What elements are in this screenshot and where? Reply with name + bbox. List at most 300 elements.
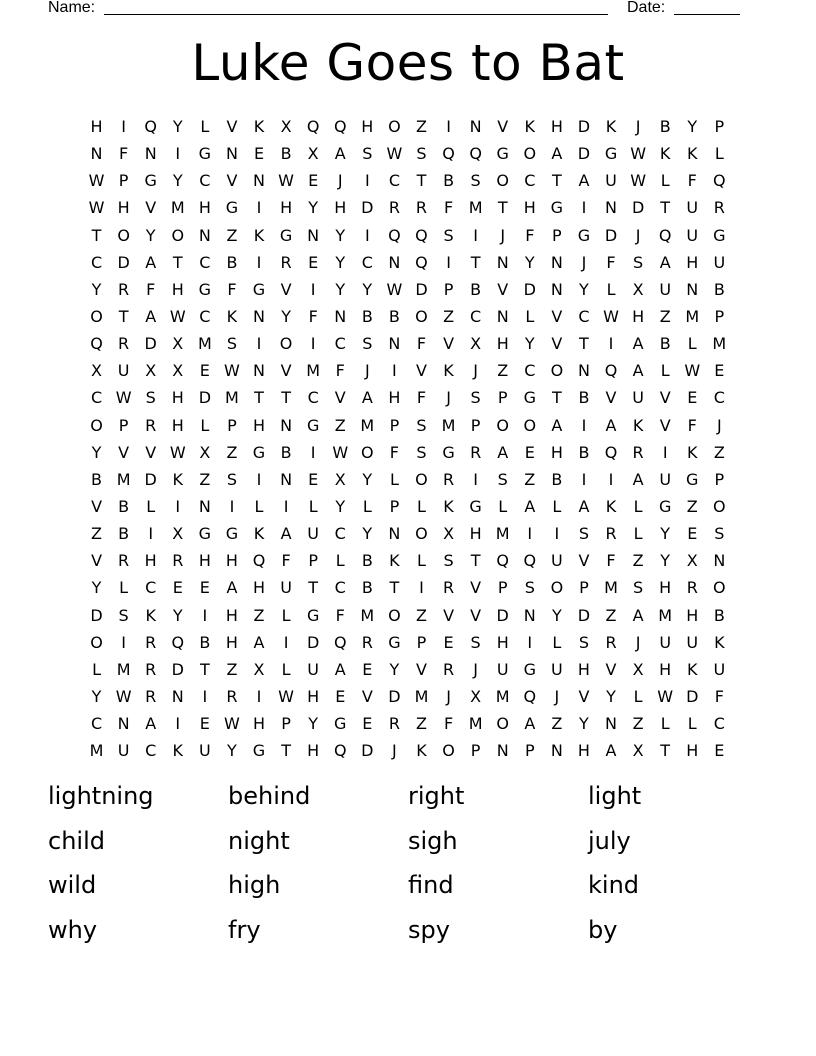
grid-letter[interactable]: Q <box>171 632 185 652</box>
grid-letter[interactable]: T <box>470 551 481 571</box>
grid-letter[interactable]: L <box>552 632 562 652</box>
grid-letter[interactable]: S <box>145 388 156 408</box>
grid-letter[interactable]: A <box>361 388 373 408</box>
grid-letter[interactable]: K <box>659 144 671 164</box>
grid-letter[interactable]: Y <box>660 524 671 544</box>
grid-letter[interactable]: D <box>604 225 618 245</box>
grid-letter[interactable]: Z <box>605 605 617 625</box>
grid-letter[interactable]: D <box>577 117 591 136</box>
grid-letter[interactable]: F <box>227 279 237 299</box>
grid-letter[interactable]: V <box>361 686 373 706</box>
grid-letter[interactable]: H <box>659 659 672 679</box>
grid-letter[interactable]: D <box>307 632 320 652</box>
grid-letter[interactable]: O <box>90 306 103 326</box>
grid-letter[interactable]: X <box>307 144 319 164</box>
grid-letter[interactable]: E <box>362 659 373 679</box>
grid-letter[interactable]: G <box>469 496 482 516</box>
grid-letter[interactable]: Z <box>443 306 455 326</box>
grid-letter[interactable]: M <box>306 361 321 381</box>
grid-letter[interactable]: U <box>659 632 672 652</box>
grid-letter[interactable]: G <box>442 442 455 462</box>
grid-letter[interactable]: A <box>659 252 671 272</box>
grid-letter[interactable]: H <box>496 334 509 354</box>
grid-letter[interactable]: I <box>581 469 587 489</box>
grid-letter[interactable]: O <box>171 225 185 245</box>
grid-letter[interactable]: P <box>714 117 725 136</box>
grid-letter[interactable]: B <box>361 551 373 571</box>
grid-letter[interactable]: F <box>687 171 697 191</box>
grid-letter[interactable]: A <box>145 714 157 734</box>
grid-letter[interactable]: P <box>714 469 725 489</box>
grid-letter[interactable]: F <box>146 279 156 299</box>
grid-letter[interactable]: H <box>686 252 699 272</box>
grid-letter[interactable]: Y <box>389 659 400 679</box>
grid-letter[interactable]: R <box>388 714 400 734</box>
grid-letter[interactable]: D <box>171 659 184 679</box>
grid-letter[interactable]: V <box>551 334 563 354</box>
grid-letter[interactable]: N <box>496 306 509 326</box>
grid-letter[interactable]: X <box>145 361 157 381</box>
grid-letter[interactable]: T <box>281 741 291 761</box>
grid-letter[interactable]: K <box>632 415 644 435</box>
grid-letter[interactable]: S <box>416 144 427 164</box>
grid-letter[interactable]: R <box>145 632 157 652</box>
grid-letter[interactable]: I <box>581 198 587 218</box>
grid-letter[interactable]: O <box>90 632 103 652</box>
grid-letter[interactable]: Q <box>713 171 726 191</box>
grid-letter[interactable]: V <box>659 388 671 408</box>
grid-letter[interactable]: R <box>361 632 373 652</box>
grid-letter[interactable]: X <box>199 442 211 462</box>
grid-letter[interactable]: H <box>686 741 699 761</box>
grid-letter[interactable]: M <box>468 714 483 734</box>
grid-letter[interactable]: R <box>118 551 130 571</box>
grid-letter[interactable]: W <box>88 198 105 218</box>
grid-letter[interactable]: Q <box>388 225 401 245</box>
grid-letter[interactable]: T <box>389 578 400 598</box>
grid-letter[interactable]: B <box>551 469 563 489</box>
grid-letter[interactable]: F <box>308 306 318 326</box>
grid-letter[interactable]: H <box>550 117 563 136</box>
grid-letter[interactable]: H <box>225 632 238 652</box>
grid-letter[interactable]: G <box>198 279 212 299</box>
grid-letter[interactable]: V <box>443 605 455 625</box>
grid-letter[interactable]: V <box>416 659 427 679</box>
grid-letter[interactable]: E <box>687 388 698 408</box>
grid-letter[interactable]: Y <box>335 496 346 516</box>
grid-letter[interactable]: J <box>473 659 478 679</box>
grid-letter[interactable]: C <box>578 306 590 326</box>
grid-letter[interactable]: Y <box>524 252 535 272</box>
grid-letter[interactable]: L <box>92 659 101 679</box>
grid-letter[interactable]: A <box>632 469 644 489</box>
grid-letter[interactable]: G <box>577 225 591 245</box>
grid-letter[interactable]: B <box>280 144 292 164</box>
grid-letter[interactable]: Y <box>227 741 237 761</box>
grid-letter[interactable]: L <box>281 605 291 625</box>
grid-letter[interactable]: T <box>308 578 319 598</box>
grid-letter[interactable]: B <box>659 117 671 136</box>
grid-letter[interactable]: A <box>632 361 644 381</box>
grid-letter[interactable]: P <box>281 714 291 734</box>
grid-letter[interactable]: L <box>660 171 670 191</box>
grid-letter[interactable]: V <box>280 361 292 381</box>
grid-letter[interactable]: V <box>443 334 455 354</box>
grid-letter[interactable]: G <box>388 632 401 652</box>
grid-letter[interactable]: N <box>713 551 726 571</box>
grid-letter[interactable]: Q <box>604 361 618 381</box>
grid-letter[interactable]: O <box>496 415 509 435</box>
grid-letter[interactable]: W <box>630 144 647 164</box>
grid-letter[interactable]: I <box>554 524 560 544</box>
grid-letter[interactable]: T <box>497 198 508 218</box>
grid-letter[interactable]: C <box>90 252 103 272</box>
grid-letter[interactable]: J <box>635 117 641 136</box>
grid-letter[interactable]: L <box>417 496 426 516</box>
grid-letter[interactable]: H <box>496 632 509 652</box>
grid-letter[interactable]: U <box>307 524 320 544</box>
grid-letter[interactable]: E <box>199 578 210 598</box>
grid-letter[interactable]: L <box>389 469 399 489</box>
grid-letter[interactable]: R <box>226 686 238 706</box>
grid-letter[interactable]: Q <box>415 225 428 245</box>
grid-letter[interactable]: S <box>470 388 481 408</box>
grid-letter[interactable]: N <box>253 171 265 191</box>
grid-letter[interactable]: I <box>310 279 316 299</box>
grid-letter[interactable]: F <box>687 415 697 435</box>
grid-letter[interactable]: K <box>714 632 725 652</box>
grid-letter[interactable]: J <box>364 361 370 381</box>
grid-letter[interactable]: Y <box>687 117 698 136</box>
grid-letter[interactable]: U <box>496 659 509 679</box>
grid-letter[interactable]: Y <box>172 171 183 191</box>
grid-letter[interactable]: N <box>280 415 293 435</box>
grid-letter[interactable]: K <box>605 496 617 516</box>
grid-letter[interactable]: C <box>307 388 319 408</box>
grid-letter[interactable]: U <box>307 659 320 679</box>
grid-letter[interactable]: Q <box>496 551 509 571</box>
grid-letter[interactable]: G <box>252 741 266 761</box>
grid-letter[interactable]: M <box>360 605 375 625</box>
grid-letter[interactable]: S <box>497 469 508 489</box>
grid-letter[interactable]: R <box>632 442 644 462</box>
grid-letter[interactable]: M <box>116 469 131 489</box>
grid-letter[interactable]: I <box>121 632 126 652</box>
grid-letter[interactable]: B <box>578 388 590 408</box>
grid-letter[interactable]: O <box>415 306 428 326</box>
grid-letter[interactable]: H <box>361 117 374 136</box>
grid-letter[interactable]: S <box>416 415 427 435</box>
grid-letter[interactable]: I <box>256 198 262 218</box>
grid-letter[interactable]: H <box>632 306 645 326</box>
grid-letter[interactable]: Q <box>306 117 320 136</box>
grid-letter[interactable]: C <box>334 524 346 544</box>
grid-letter[interactable]: P <box>389 496 400 516</box>
grid-letter[interactable]: D <box>523 279 536 299</box>
grid-letter[interactable]: I <box>473 225 478 245</box>
grid-letter[interactable]: H <box>280 198 293 218</box>
grid-letter[interactable]: L <box>525 306 535 326</box>
grid-letter[interactable]: O <box>496 714 509 734</box>
grid-letter[interactable]: P <box>470 415 481 435</box>
grid-letter[interactable]: K <box>687 144 698 164</box>
grid-letter[interactable]: U <box>659 469 672 489</box>
grid-letter[interactable]: W <box>224 361 240 381</box>
grid-letter[interactable]: Z <box>497 361 509 381</box>
grid-letter[interactable]: Y <box>308 714 319 734</box>
grid-letter[interactable]: B <box>443 171 455 191</box>
grid-letter[interactable]: I <box>473 469 478 489</box>
grid-letter[interactable]: U <box>686 632 699 652</box>
grid-letter[interactable]: Y <box>172 117 183 136</box>
grid-letter[interactable]: I <box>121 117 126 136</box>
grid-letter[interactable]: Y <box>606 686 616 706</box>
grid-letter[interactable]: M <box>712 334 727 354</box>
grid-letter[interactable]: S <box>118 605 129 625</box>
grid-letter[interactable]: M <box>414 686 429 706</box>
grid-letter[interactable]: N <box>388 524 401 544</box>
grid-letter[interactable]: L <box>254 496 264 516</box>
grid-letter[interactable]: H <box>171 279 184 299</box>
grid-letter[interactable]: G <box>144 171 157 191</box>
grid-letter[interactable]: Q <box>333 741 347 761</box>
grid-letter[interactable]: I <box>662 442 668 462</box>
grid-letter[interactable]: X <box>172 361 184 381</box>
grid-letter[interactable]: G <box>225 198 239 218</box>
grid-letter[interactable]: B <box>361 578 373 598</box>
grid-letter[interactable]: P <box>497 578 508 598</box>
grid-letter[interactable]: X <box>686 551 698 571</box>
grid-letter[interactable]: I <box>446 252 451 272</box>
grid-letter[interactable]: Z <box>226 659 238 679</box>
grid-letter[interactable]: F <box>119 144 129 164</box>
grid-letter[interactable]: A <box>605 741 617 761</box>
grid-letter[interactable]: K <box>172 469 184 489</box>
grid-letter[interactable]: P <box>118 415 129 435</box>
grid-letter[interactable]: P <box>714 306 725 326</box>
grid-letter[interactable]: P <box>308 551 318 571</box>
grid-letter[interactable]: U <box>686 225 699 245</box>
grid-letter[interactable]: W <box>224 714 240 734</box>
grid-letter[interactable]: W <box>115 686 132 706</box>
grid-letter[interactable]: K <box>226 306 238 326</box>
grid-letter[interactable]: J <box>392 741 397 761</box>
grid-letter[interactable]: F <box>714 686 724 706</box>
grid-letter[interactable]: I <box>256 469 262 489</box>
grid-letter[interactable]: V <box>497 117 509 136</box>
grid-letter[interactable]: T <box>118 306 129 326</box>
grid-letter[interactable]: Q <box>90 334 103 354</box>
grid-letter[interactable]: A <box>253 632 265 652</box>
grid-letter[interactable]: Y <box>335 225 346 245</box>
grid-letter[interactable]: J <box>337 171 343 191</box>
grid-letter[interactable]: D <box>577 144 591 164</box>
grid-letter[interactable]: N <box>686 279 699 299</box>
grid-letter[interactable]: L <box>498 496 508 516</box>
grid-letter[interactable]: V <box>551 306 563 326</box>
grid-letter[interactable]: S <box>524 578 535 598</box>
grid-letter[interactable]: M <box>116 659 131 679</box>
grid-letter[interactable]: Y <box>91 442 102 462</box>
grid-letter[interactable]: X <box>172 524 184 544</box>
grid-letter[interactable]: C <box>145 741 157 761</box>
grid-letter[interactable]: E <box>199 714 210 734</box>
grid-letter[interactable]: H <box>334 198 347 218</box>
grid-letter[interactable]: O <box>713 578 726 598</box>
grid-letter[interactable]: B <box>713 605 725 625</box>
grid-letter[interactable]: Y <box>335 279 346 299</box>
grid-letter[interactable]: I <box>608 469 614 489</box>
grid-letter[interactable]: H <box>144 551 157 571</box>
grid-letter[interactable]: I <box>229 496 235 516</box>
grid-letter[interactable]: I <box>283 632 289 652</box>
grid-letter[interactable]: L <box>633 524 643 544</box>
grid-letter[interactable]: H <box>307 741 320 761</box>
grid-letter[interactable]: C <box>334 578 346 598</box>
grid-letter[interactable]: N <box>90 144 103 164</box>
grid-letter[interactable]: E <box>714 361 725 381</box>
grid-letter[interactable]: Y <box>145 225 156 245</box>
grid-letter[interactable]: P <box>389 415 400 435</box>
grid-letter[interactable]: H <box>198 551 211 571</box>
grid-letter[interactable]: W <box>657 686 674 706</box>
grid-letter[interactable]: X <box>632 279 644 299</box>
grid-letter[interactable]: C <box>470 306 482 326</box>
grid-letter[interactable]: Z <box>659 306 671 326</box>
grid-letter[interactable]: A <box>280 524 292 544</box>
grid-letter[interactable]: H <box>225 551 238 571</box>
grid-letter[interactable]: S <box>470 632 481 652</box>
grid-letter[interactable]: W <box>115 388 132 408</box>
grid-letter[interactable]: H <box>577 741 590 761</box>
grid-letter[interactable]: W <box>332 442 349 462</box>
grid-letter[interactable]: Q <box>333 117 347 136</box>
grid-letter[interactable]: V <box>578 551 590 571</box>
grid-letter[interactable]: U <box>632 388 644 408</box>
grid-letter[interactable]: I <box>364 171 370 191</box>
grid-letter[interactable]: H <box>307 686 320 706</box>
grid-letter[interactable]: C <box>90 388 103 408</box>
grid-letter[interactable]: N <box>605 714 617 734</box>
grid-letter[interactable]: H <box>117 198 130 218</box>
grid-letter[interactable]: H <box>686 605 699 625</box>
grid-letter[interactable]: D <box>415 279 428 299</box>
grid-letter[interactable]: V <box>91 496 103 516</box>
grid-letter[interactable]: I <box>175 714 181 734</box>
grid-letter[interactable]: T <box>416 171 427 191</box>
grid-letter[interactable]: V <box>497 279 509 299</box>
grid-letter[interactable]: F <box>443 714 454 734</box>
grid-letter[interactable]: L <box>660 714 670 734</box>
grid-letter[interactable]: O <box>279 334 293 354</box>
grid-letter[interactable]: X <box>172 334 184 354</box>
grid-letter[interactable]: C <box>524 171 536 191</box>
grid-letter[interactable]: A <box>551 415 563 435</box>
grid-letter[interactable]: K <box>389 551 400 571</box>
grid-letter[interactable]: Z <box>524 469 536 489</box>
grid-letter[interactable]: V <box>226 117 238 136</box>
grid-letter[interactable]: A <box>551 144 563 164</box>
grid-letter[interactable]: G <box>523 659 536 679</box>
grid-letter[interactable]: D <box>90 605 103 625</box>
grid-letter[interactable]: X <box>470 334 482 354</box>
grid-letter[interactable]: R <box>118 279 130 299</box>
grid-letter[interactable]: L <box>660 361 670 381</box>
grid-letter[interactable]: R <box>388 198 400 218</box>
grid-letter[interactable]: Z <box>334 415 346 435</box>
grid-letter[interactable]: Z <box>632 714 644 734</box>
grid-letter[interactable]: U <box>605 171 617 191</box>
grid-letter[interactable]: P <box>443 279 454 299</box>
grid-letter[interactable]: I <box>256 334 262 354</box>
grid-letter[interactable]: N <box>550 279 563 299</box>
grid-letter[interactable]: I <box>310 442 316 462</box>
grid-letter[interactable]: U <box>117 741 130 761</box>
grid-letter[interactable]: L <box>200 415 210 435</box>
grid-letter[interactable]: C <box>199 171 211 191</box>
grid-letter[interactable]: U <box>117 361 130 381</box>
grid-letter[interactable]: N <box>198 225 211 245</box>
grid-letter[interactable]: X <box>334 469 346 489</box>
grid-letter[interactable]: I <box>608 334 614 354</box>
grid-letter[interactable]: I <box>392 361 397 381</box>
grid-letter[interactable]: Z <box>199 469 211 489</box>
grid-letter[interactable]: K <box>443 496 454 516</box>
grid-letter[interactable]: V <box>578 686 590 706</box>
grid-letter[interactable]: L <box>633 496 643 516</box>
grid-letter[interactable]: H <box>388 388 401 408</box>
grid-letter[interactable]: R <box>172 551 184 571</box>
grid-letter[interactable]: A <box>145 252 157 272</box>
grid-letter[interactable]: T <box>579 334 589 354</box>
grid-letter[interactable]: Z <box>713 442 725 462</box>
grid-letter[interactable]: T <box>660 198 671 218</box>
grid-letter[interactable]: V <box>280 279 292 299</box>
grid-letter[interactable]: A <box>226 578 238 598</box>
grid-letter[interactable]: A <box>334 144 346 164</box>
grid-letter[interactable]: J <box>716 415 722 435</box>
grid-letter[interactable]: N <box>334 306 347 326</box>
grid-letter[interactable]: I <box>256 252 262 272</box>
grid-letter[interactable]: G <box>252 279 266 299</box>
grid-letter[interactable]: V <box>145 442 157 462</box>
grid-letter[interactable]: N <box>605 198 617 218</box>
grid-letter[interactable]: Q <box>523 686 537 706</box>
grid-letter[interactable]: S <box>578 632 590 652</box>
grid-letter[interactable]: M <box>360 415 375 435</box>
grid-letter[interactable]: T <box>281 388 291 408</box>
grid-letter[interactable]: B <box>388 306 400 326</box>
grid-letter[interactable]: K <box>687 659 698 679</box>
grid-letter[interactable]: Q <box>333 632 347 652</box>
grid-letter[interactable]: O <box>523 144 537 164</box>
grid-letter[interactable]: D <box>361 198 374 218</box>
grid-letter[interactable]: J <box>554 686 560 706</box>
grid-letter[interactable]: F <box>443 198 454 218</box>
grid-letter[interactable]: H <box>252 415 266 435</box>
grid-letter[interactable]: G <box>198 144 212 164</box>
grid-letter[interactable]: L <box>687 714 697 734</box>
grid-letter[interactable]: Q <box>604 442 618 462</box>
grid-letter[interactable]: P <box>416 632 427 652</box>
grid-letter[interactable]: L <box>281 659 291 679</box>
grid-letter[interactable]: F <box>389 442 399 462</box>
grid-letter[interactable]: G <box>225 524 239 544</box>
grid-letter[interactable]: G <box>306 605 320 625</box>
grid-letter[interactable]: Z <box>226 442 238 462</box>
grid-letter[interactable]: L <box>606 279 616 299</box>
grid-letter[interactable]: F <box>416 334 427 354</box>
